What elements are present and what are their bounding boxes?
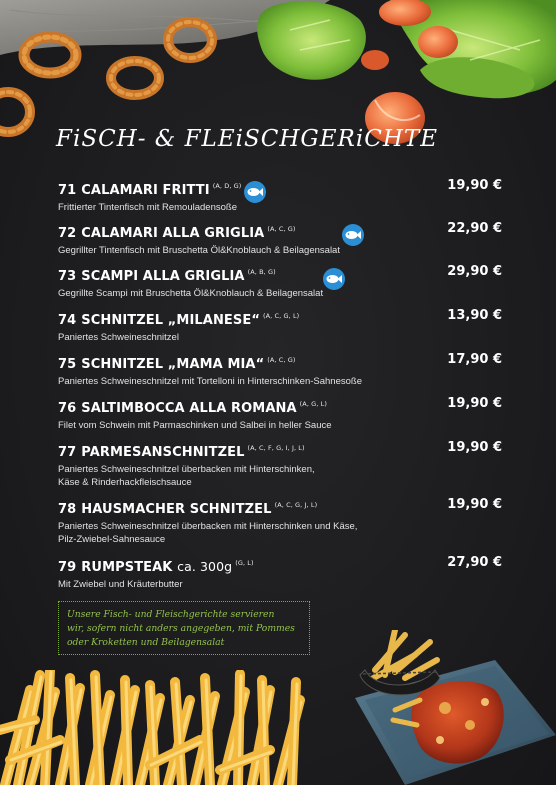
item-heading (58, 396, 478, 417)
item-name: RUMPSTEAK (81, 560, 173, 575)
menu-item (58, 178, 478, 214)
item-allergens: (A, C, F, G, I, J, L) (247, 444, 305, 452)
item-price: 19,90 € (447, 396, 502, 411)
item-description: Paniertes Schweineschnitzel mit Tortelloni in Hinterschinken-Sahnesoße (58, 376, 362, 387)
item-heading (58, 555, 478, 576)
item-number: 71 (58, 183, 77, 198)
item-heading (58, 221, 478, 242)
note-line: Unsere Fisch- und Fleischgerichte servieren (67, 609, 275, 620)
item-number: 77 (58, 445, 77, 460)
item-name: PARMESANSCHNITZEL (81, 445, 245, 460)
item-allergens: (A, C, G, L) (263, 312, 300, 320)
item-allergens: (G, L) (235, 559, 254, 567)
item-price: 19,90 € (447, 440, 502, 455)
item-heading (58, 178, 478, 199)
item-heading (58, 497, 478, 518)
item-name: CALAMARI ALLA GRIGLIA (81, 226, 265, 241)
item-quantity: ca. 300g (177, 559, 233, 574)
item-allergens: (A, C, G) (267, 356, 296, 364)
item-number: 76 (58, 401, 77, 416)
item-price: 19,90 € (447, 178, 502, 193)
fish-icon (323, 268, 345, 290)
item-heading (58, 308, 478, 329)
item-price: 22,90 € (447, 221, 502, 236)
schnitzel-plate-image (345, 630, 556, 785)
fries-image (0, 670, 340, 785)
item-description: Paniertes Schweineschnitzel überbacken mit Hinterschinken und Käse, (58, 521, 358, 532)
menu-item (58, 264, 478, 300)
note-line: oder Kroketten und Beilagensalat (67, 637, 225, 648)
menu-item (58, 221, 478, 257)
item-heading (58, 352, 478, 373)
item-number: 79 (58, 560, 77, 575)
item-name: SCHNITZEL „MAMA MIA“ (81, 357, 265, 372)
item-price: 13,90 € (447, 308, 502, 323)
item-description: Paniertes Schweineschnitzel (58, 332, 179, 343)
item-description: Mit Zwiebel und Kräuterbutter (58, 579, 183, 590)
item-description: Filet vom Schwein mit Parmaschinken und Salbei in heller Sauce (58, 420, 332, 431)
item-number: 75 (58, 357, 77, 372)
item-name: SALTIMBOCCA ALLA ROMANA (81, 401, 297, 416)
item-number: 78 (58, 502, 77, 517)
item-description: Frittierter Tintenfisch mit Remouladensoße (58, 202, 237, 213)
item-allergens: (A, C, G, J, L) (274, 501, 318, 509)
page-title: FiSCH- & FLEiSCHGERiCHTE (56, 126, 439, 152)
menu-item (58, 440, 478, 489)
menu-item (58, 555, 478, 591)
item-heading (58, 264, 478, 285)
item-number: 72 (58, 226, 77, 241)
menu-item (58, 497, 478, 546)
note-line: wir, sofern nicht anders angegeben, mit Pommes (67, 623, 295, 634)
item-description: Gegrillte Scampi mit Bruschetta Öl&Knoblauch & Beilagensalat (58, 288, 324, 299)
item-number: 74 (58, 313, 77, 328)
item-description: Gegrillter Tintenfisch mit Bruschetta Öl&Knoblauch & Beilagensalat (58, 245, 340, 256)
item-name: HAUSMACHER SCHNITZEL (81, 502, 272, 517)
item-name: SCAMPI ALLA GRIGLIA (81, 269, 245, 284)
item-description: Käse & Rinderhackfleischsauce (58, 477, 192, 488)
item-allergens: (A, D, G) (212, 182, 242, 190)
item-heading (58, 440, 478, 461)
item-allergens: (A, G, L) (299, 400, 327, 408)
item-price: 27,90 € (447, 555, 502, 570)
item-description: Paniertes Schweineschnitzel überbacken mit Hinterschinken, (58, 464, 315, 475)
menu-item (58, 308, 478, 344)
item-allergens: (A, B, G) (247, 268, 276, 276)
side-dish-note (58, 601, 310, 655)
fish-icon (342, 224, 364, 246)
item-description: Pilz-Zwiebel-Sahnesauce (58, 534, 166, 545)
item-number: 73 (58, 269, 77, 284)
item-allergens: (A, C, G) (267, 225, 296, 233)
item-price: 19,90 € (447, 497, 502, 512)
menu-item (58, 396, 478, 432)
item-name: SCHNITZEL „MILANESE“ (81, 313, 260, 328)
fish-icon (244, 181, 266, 203)
item-name: CALAMARI FRITTI (81, 183, 210, 198)
item-price: 17,90 € (447, 352, 502, 367)
menu-item (58, 352, 478, 388)
item-price: 29,90 € (447, 264, 502, 279)
